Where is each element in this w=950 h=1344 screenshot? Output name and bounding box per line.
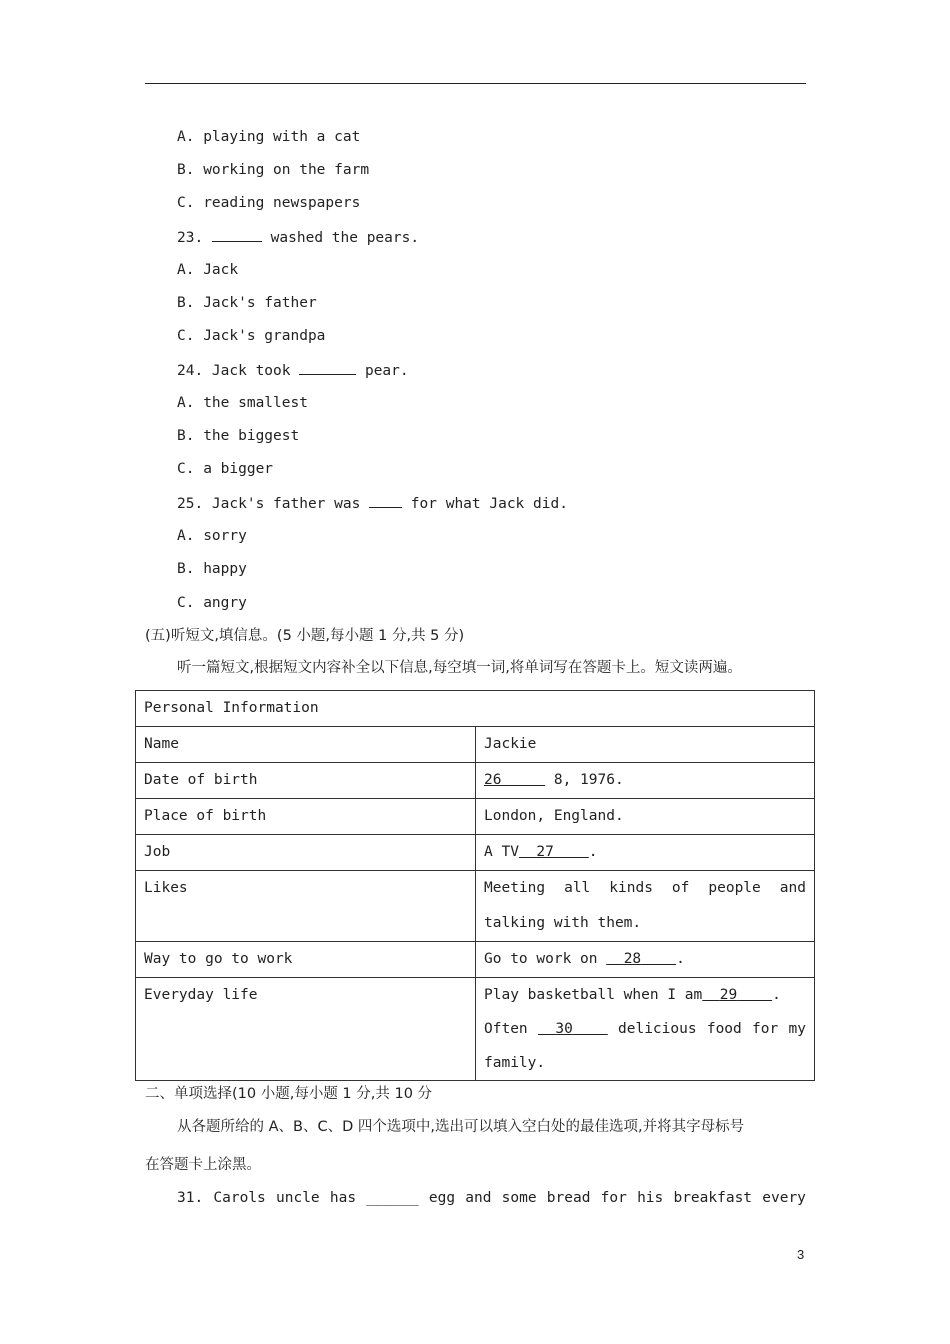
answer-blank: 30 — [555, 1021, 573, 1037]
section-instruction: 听一篇短文,根据短文内容补全以下信息,每空填一词,将单词写在答题卡上。短文读两遍。 — [177, 660, 742, 676]
option-c: C. Jack's grandpa — [177, 328, 326, 344]
answer-blank: ______ — [366, 1190, 419, 1206]
table-row: Way to go to work Go to work on 28 . — [136, 942, 815, 978]
answer-blank: 26 — [484, 772, 502, 788]
question-23: 23. washed the pears. — [177, 227, 419, 248]
table-row: Likes Meeting all kinds of people and talking with them. — [136, 871, 815, 942]
answer-blank — [369, 493, 402, 508]
option-b: B. working on the farm — [177, 162, 370, 178]
option-b: B. happy — [177, 561, 247, 577]
option-a: A. sorry — [177, 528, 247, 544]
question-31: 31. Carols uncle has ______ egg and some bread for his breakfast every — [177, 1190, 806, 1206]
part-heading: 二、单项选择(10 小题,每小题 1 分,共 10 分 — [145, 1086, 433, 1102]
table-row: Date of birth 26 8, 1976. — [136, 763, 815, 799]
table-header: Personal Information — [136, 691, 815, 727]
option-c: C. a bigger — [177, 461, 274, 477]
answer-blank — [212, 227, 262, 242]
personal-info-table — [135, 690, 815, 1081]
section-heading: (五)听短文,填信息。(5 小题,每小题 1 分,共 5 分) — [145, 628, 465, 644]
part-instruction-cont: 在答题卡上涂黑。 — [145, 1157, 261, 1173]
option-a: A. Jack — [177, 262, 239, 278]
table-row: Everyday life Play basketball when I am 29 . Often 30 delicious food for my family. — [136, 978, 815, 1081]
option-a: A. playing with a cat — [177, 129, 361, 145]
page-number: 3 — [797, 1247, 805, 1262]
table-row: Place of birth London, England. — [136, 799, 815, 835]
question-24: 24. Jack took pear. — [177, 360, 409, 381]
answer-blank — [299, 360, 356, 375]
option-c: C. angry — [177, 595, 247, 611]
answer-blank: 29 — [719, 987, 738, 1003]
table-row: Name Jackie — [136, 727, 815, 763]
option-b: B. Jack's father — [177, 295, 317, 311]
header-rule — [145, 83, 806, 84]
part-instruction: 从各题所给的 A、B、C、D 四个选项中,选出可以填入空白处的最佳选项,并将其字母标号 — [177, 1119, 745, 1135]
option-c: C. reading newspapers — [177, 195, 361, 211]
option-a: A. the smallest — [177, 395, 308, 411]
answer-blank: 28 — [623, 951, 642, 967]
table-row: Job A TV 27 . — [136, 835, 815, 871]
question-25: 25. Jack's father was for what Jack did. — [177, 493, 568, 514]
answer-blank: 27 — [536, 844, 554, 860]
option-b: B. the biggest — [177, 428, 300, 444]
